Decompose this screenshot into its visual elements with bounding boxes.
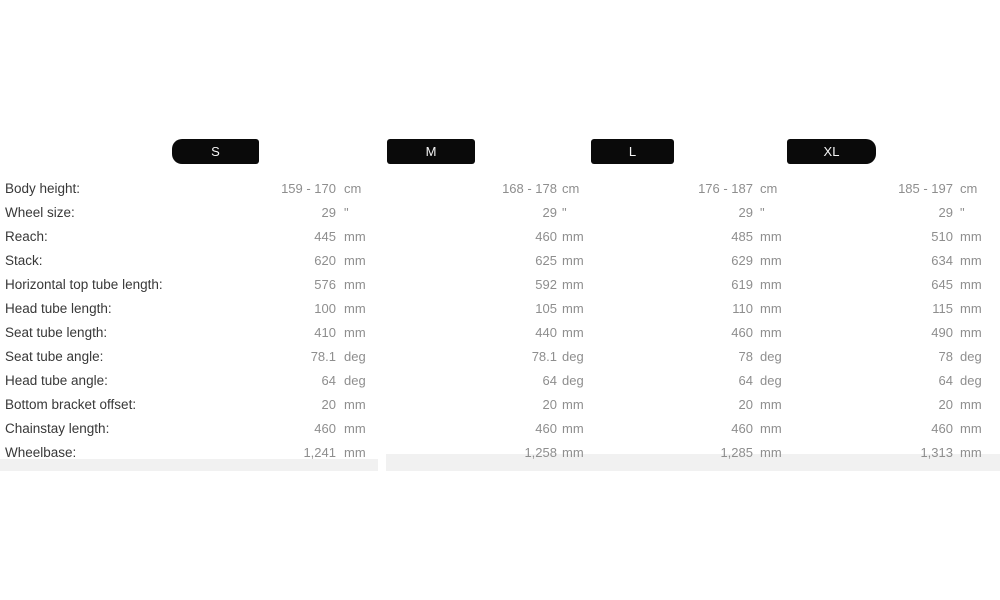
table-row: [0, 393, 1000, 417]
table-row: [0, 249, 1000, 273]
unit-cell: mm: [344, 277, 366, 292]
value-cell: 634: [931, 253, 953, 268]
unit-cell: mm: [344, 301, 366, 316]
value-cell: 105: [535, 301, 557, 316]
value-cell: 29: [321, 205, 336, 220]
table-row: [0, 297, 1000, 321]
unit-cell: mm: [562, 253, 584, 268]
value-cell: 645: [931, 277, 953, 292]
value-cell: 20: [938, 397, 953, 412]
unit-cell: mm: [562, 229, 584, 244]
unit-cell: mm: [960, 445, 982, 460]
unit-cell: cm: [344, 181, 362, 196]
value-cell: 576: [314, 277, 336, 292]
unit-cell: mm: [760, 397, 782, 412]
value-cell: 1,241: [303, 445, 336, 460]
unit-cell: mm: [960, 397, 982, 412]
value-cell: 440: [535, 325, 557, 340]
value-cell: 20: [542, 397, 557, 412]
unit-cell: deg: [344, 349, 366, 364]
table-row: [0, 225, 1000, 249]
unit-cell: mm: [344, 325, 366, 340]
row-label: Wheelbase:: [5, 445, 77, 460]
row-label: Head tube angle:: [5, 373, 108, 388]
unit-cell: mm: [760, 421, 782, 436]
value-cell: 78.1: [310, 349, 336, 364]
unit-cell: mm: [760, 445, 782, 460]
size-tab-l[interactable]: L: [591, 139, 674, 164]
value-cell: 110: [732, 301, 753, 316]
value-cell: 78.1: [531, 349, 557, 364]
value-cell: 445: [314, 229, 336, 244]
value-cell: 115: [932, 301, 953, 316]
value-cell: 20: [321, 397, 336, 412]
unit-cell: mm: [562, 421, 584, 436]
unit-cell: deg: [760, 349, 782, 364]
unit-cell: mm: [344, 229, 366, 244]
value-cell: 1,313: [920, 445, 953, 460]
value-cell: 485: [731, 229, 753, 244]
unit-cell: mm: [760, 253, 782, 268]
unit-cell: mm: [562, 397, 584, 412]
value-cell: 625: [535, 253, 557, 268]
unit-cell: mm: [760, 277, 782, 292]
unit-cell: mm: [760, 229, 782, 244]
unit-cell: mm: [562, 301, 584, 316]
value-cell: 168 - 178: [502, 181, 557, 196]
unit-cell: mm: [960, 301, 982, 316]
row-label: Stack:: [5, 253, 43, 268]
unit-cell: cm: [760, 181, 778, 196]
value-cell: 64: [738, 373, 753, 388]
table-row: [0, 321, 1000, 345]
unit-cell: ": [562, 205, 567, 220]
unit-cell: mm: [960, 421, 982, 436]
unit-cell: mm: [960, 325, 982, 340]
unit-cell: mm: [344, 445, 366, 460]
value-cell: 410: [314, 325, 336, 340]
value-cell: 29: [542, 205, 557, 220]
value-cell: 460: [931, 421, 953, 436]
unit-cell: ": [760, 205, 765, 220]
size-tab-m[interactable]: M: [387, 139, 475, 164]
table-row: [0, 273, 1000, 297]
value-cell: 619: [731, 277, 753, 292]
unit-cell: ": [344, 205, 349, 220]
unit-cell: deg: [960, 349, 982, 364]
value-cell: 629: [731, 253, 753, 268]
value-cell: 29: [938, 205, 953, 220]
value-cell: 460: [535, 421, 557, 436]
unit-cell: mm: [562, 445, 584, 460]
value-cell: 460: [731, 421, 753, 436]
value-cell: 185 - 197: [898, 181, 953, 196]
unit-cell: cm: [562, 181, 580, 196]
value-cell: 159 - 170: [281, 181, 336, 196]
table-row: [0, 345, 1000, 369]
row-label: Horizontal top tube length:: [5, 277, 163, 292]
unit-cell: deg: [344, 373, 366, 388]
row-label: Seat tube length:: [5, 325, 108, 340]
unit-cell: mm: [344, 397, 366, 412]
row-label: Seat tube angle:: [5, 349, 104, 364]
unit-cell: mm: [344, 253, 366, 268]
value-cell: 592: [535, 277, 557, 292]
value-cell: 176 - 187: [698, 181, 753, 196]
table-row: [0, 369, 1000, 393]
unit-cell: mm: [344, 421, 366, 436]
value-cell: 20: [738, 397, 753, 412]
unit-cell: cm: [960, 181, 978, 196]
size-tab-xl[interactable]: XL: [787, 139, 876, 164]
unit-cell: deg: [960, 373, 982, 388]
table-row: [0, 417, 1000, 441]
value-cell: 100: [314, 301, 336, 316]
value-cell: 29: [738, 205, 753, 220]
value-cell: 64: [938, 373, 953, 388]
row-label: Chainstay length:: [5, 421, 110, 436]
value-cell: 78: [938, 349, 953, 364]
value-cell: 64: [542, 373, 557, 388]
table-row: [0, 201, 1000, 225]
table-row: [0, 177, 1000, 201]
value-cell: 620: [314, 253, 336, 268]
unit-cell: ": [960, 205, 965, 220]
unit-cell: mm: [960, 229, 982, 244]
value-cell: 460: [314, 421, 336, 436]
table-row: [0, 441, 1000, 465]
unit-cell: deg: [562, 373, 584, 388]
row-label: Reach:: [5, 229, 48, 244]
unit-cell: mm: [562, 277, 584, 292]
unit-cell: mm: [562, 325, 584, 340]
unit-cell: mm: [960, 253, 982, 268]
value-cell: 460: [535, 229, 557, 244]
unit-cell: deg: [562, 349, 584, 364]
value-cell: 490: [931, 325, 953, 340]
value-cell: 64: [321, 373, 336, 388]
row-label: Head tube length:: [5, 301, 112, 316]
row-label: Wheel size:: [5, 205, 75, 220]
size-tab-s[interactable]: S: [172, 139, 259, 164]
value-cell: 1,258: [524, 445, 557, 460]
value-cell: 510: [931, 229, 953, 244]
value-cell: 1,285: [720, 445, 753, 460]
value-cell: 460: [731, 325, 753, 340]
unit-cell: mm: [760, 325, 782, 340]
unit-cell: mm: [960, 277, 982, 292]
row-label: Bottom bracket offset:: [5, 397, 137, 412]
unit-cell: mm: [760, 301, 782, 316]
unit-cell: deg: [760, 373, 782, 388]
value-cell: 78: [738, 349, 753, 364]
row-label: Body height:: [5, 181, 81, 196]
